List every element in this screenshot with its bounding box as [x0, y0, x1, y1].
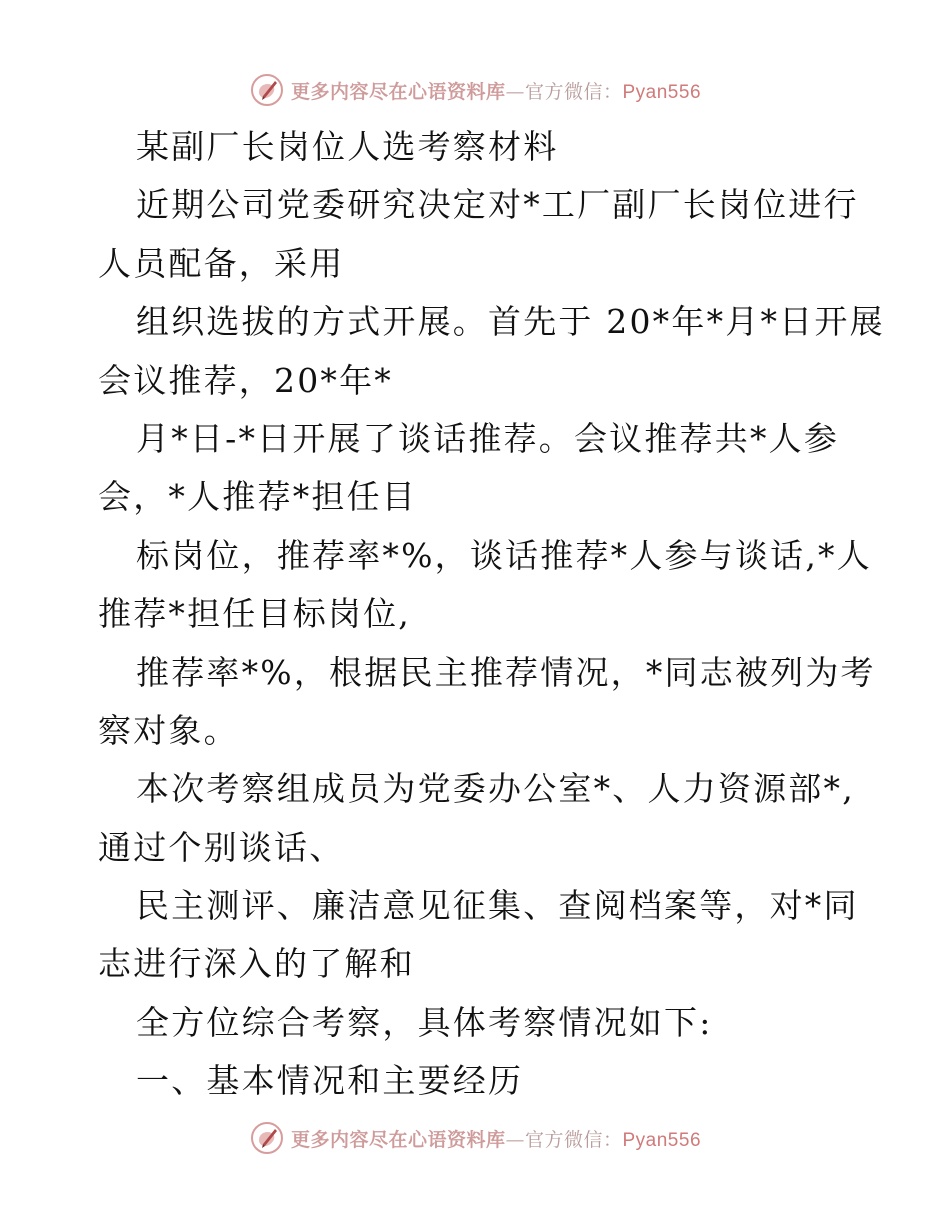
watermark-brand: 更多内容尽在心语资料库 — [290, 80, 506, 103]
text-line: 会，*人推荐*担任目 — [98, 477, 417, 517]
text-line: 推荐*担任目标岗位, — [98, 594, 411, 634]
watermark-footer — [0, 1118, 950, 1158]
text-line: 近期公司党委研究决定对*工厂副厂长岗位进行 — [136, 185, 859, 225]
heart-pen-logo-icon — [249, 1120, 285, 1156]
watermark-text — [291, 1125, 701, 1152]
document-title: 某副厂长岗位人选考察材料 — [136, 127, 559, 166]
heart-pen-logo-icon — [249, 72, 285, 108]
watermark-dash: — — [505, 80, 525, 103]
section-heading: 一、基本情况和主要经历 — [136, 1061, 524, 1101]
text-line: 志进行深入的了解和 — [98, 944, 415, 984]
text-line: 本次考察组成员为党委办公室*、人力资源部*, — [136, 769, 855, 809]
text-line: 标岗位，推荐率*%，谈话推荐*人参与谈话,*人 — [136, 535, 872, 575]
watermark-wechat-label: 官方微信： — [524, 80, 623, 103]
text-line: 察对象。 — [98, 710, 239, 750]
text-line: 人员配备，采用 — [98, 243, 345, 283]
text-line: 推荐率*%，根据民主推荐情况，*同志被列为考 — [136, 652, 876, 692]
watermark-wechat-id: Pyan556 — [622, 81, 702, 103]
watermark-wechat-id: Pyan556 — [622, 1129, 702, 1151]
text-line: 全方位综合考察，具体考察情况如下: — [136, 1002, 713, 1042]
watermark-brand: 更多内容尽在心语资料库 — [290, 1128, 506, 1151]
document-body — [98, 118, 885, 1111]
text-line: 会议推荐，20*年* — [98, 360, 393, 400]
watermark-text — [291, 77, 701, 104]
text-line: 组织选拔的方式开展。首先于 20*年*月*日开展 — [136, 302, 885, 342]
text-line: 月*日-*日开展了谈话推荐。会议推荐共*人参 — [136, 418, 840, 458]
watermark-wechat-label: 官方微信： — [524, 1128, 623, 1151]
text-line: 通过个别谈话、 — [98, 827, 345, 867]
watermark-header — [0, 70, 950, 110]
watermark-dash: — — [505, 1128, 525, 1151]
text-line: 民主测评、廉洁意见征集、查阅档案等，对*同 — [136, 886, 859, 926]
